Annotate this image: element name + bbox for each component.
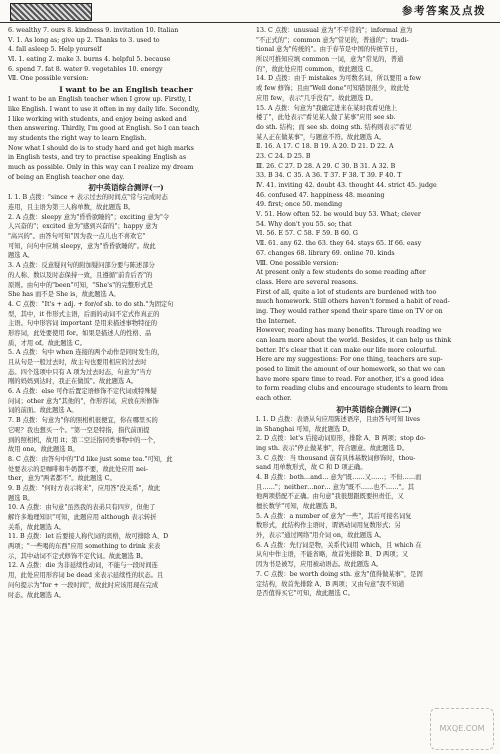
text-line: Ⅰ. 1. B 点拨："since + 表示过去的时间点"常与完成时态 <box>8 194 168 202</box>
text-line: ther，意为"两者都不"。故此题选 C。 <box>8 475 116 483</box>
text-line: 人兴奋的"；excited 意为"感到兴奋的"；happy 意为 <box>8 223 158 231</box>
text-line: Here are my suggestions: For one thing, teachers are sup- <box>256 356 443 364</box>
text-line: 或 few 修饰；且由"Well done"可知错误很少，故此处 <box>256 85 410 93</box>
text-line: 关系，故此题选 A。 <box>8 523 65 531</box>
text-line: 故用 one。故此题选 B。 <box>8 446 79 454</box>
text-line: class. Here are several reasons. <box>256 278 359 286</box>
section-title: I want to be an English teacher <box>59 85 193 95</box>
text-line: 且从句是一般过去时，故主句也要用相应的过去时 <box>8 359 147 366</box>
text-line: like English. I want to use it often in my daily life. Secondly, <box>8 105 200 113</box>
text-line: posed to limit the amount of our homework, so that we can <box>256 366 446 374</box>
text-line: 11. B 点拨：let 后要接人称代词的宾格，故可排除 A、D <box>8 533 169 541</box>
text-line: 他两项搭配不正确。由句意"我很想跟既要担责任，又 <box>256 493 404 501</box>
text-line: 4. C 点拨："It's + adj. + for/of sb. to do sth."为固定句 <box>8 300 174 308</box>
text-line: better. It's clear that it can make our life more colourful. <box>256 346 437 354</box>
text-line: 示，其中动词不定式修饰不定代词。故此题选 B。 <box>8 552 147 560</box>
text-line: each other. <box>256 395 292 403</box>
text-line: 因为书是被写，应用被动语态。故此题选 A。 <box>256 561 383 569</box>
text-line: "不正式的"；common 意为"常见的，普通的"；tradi- <box>256 36 409 44</box>
text-line: 的人称、数以及时态保持一致，且遵循"前肯后否"的 <box>8 271 153 279</box>
text-line: 解许多地理知识"可知，此题应用 although 表示转折 <box>8 514 157 521</box>
header-banner-graphic <box>10 3 92 21</box>
text-line: of being an English teacher one day. <box>8 173 125 181</box>
text-line: 到的照相机，故用 it；第二空泛指同类事物中的一个， <box>8 436 160 444</box>
text-line: 处要表示的是咖啡和牛奶都不要，故此处应用 nei- <box>8 465 148 473</box>
text-line: 7. C 点拨：be worth doing sth. 意为"值得做某事"，是固 <box>256 570 423 578</box>
right-column <box>256 26 492 742</box>
text-line: 问句提示为"for + 一段时间"，故此时应该用现在完成 <box>8 581 159 589</box>
text-line: However, reading has many benefits. Through reading we <box>256 327 442 335</box>
text-line: I like working with students, and enjoy being asked and <box>8 115 187 123</box>
text-line: 且……"；neither…nor… 意为"既不……也不……"。其 <box>256 483 415 491</box>
text-line: the Internet. <box>256 317 297 325</box>
left-column <box>8 26 244 742</box>
text-line: 态。四个选项中只有 A 项为过去时态，句意为"当方 <box>8 368 152 376</box>
text-line: 67. changes 68. library 69. online 70. kinds <box>256 249 395 257</box>
text-line: to form reading clubs and encourage students to learn from <box>256 385 448 393</box>
text-line: Ⅷ. One possible version: <box>256 259 339 267</box>
text-line: 6. A 点拨：先行词是物，关系代词用 which，且 which 在 <box>256 541 422 549</box>
text-line: 用，此处应用形容词 be dead 来表示延续性的状态。且 <box>8 572 164 580</box>
text-line: have more spare time to read. For another, it's a good idea <box>256 375 444 383</box>
text-line: 8. C 点拨：由答句中的"I'd like just some tea."可知，此 <box>8 455 173 463</box>
text-line: She has 而不是 She is，故此题选 A。 <box>8 291 120 299</box>
text-line: 应用 few，表示"几乎没有"。故此题选 D。 <box>256 94 377 102</box>
text-line: 质，才用 of。故此题选 C。 <box>8 339 86 347</box>
text-line: 4. fall asleep 5. Help yourself <box>8 46 102 54</box>
text-line: 题选 A。 <box>8 252 34 260</box>
text-line: sand 用单数形式，故 C 和 D 项正确。 <box>256 464 367 472</box>
text-line: 两项；"一些喝的东西"应用 something to drink 来表 <box>8 543 161 551</box>
text-line: can learn more about the world. Besides, it can help us think <box>256 337 452 344</box>
text-line: First of all, quite a lot of students are burdened with too <box>256 288 437 296</box>
text-line: 原则。由句中的"been"可知，"She's"的完整形式是 <box>8 281 153 289</box>
text-line: 46. confused 47. happiness 48. meaning <box>256 191 385 199</box>
text-line: 数形式，此结构作主语时，谓语动词用复数形式；另 <box>256 522 401 530</box>
text-line: Ⅴ. 1. As long as; give up 2. Thanks to 3. used to <box>8 36 160 44</box>
text-line: 49. first; once 50. mending <box>256 201 343 209</box>
page-header <box>0 0 500 23</box>
text-line: 3. A 点拨：反意疑问句的附加疑问部分要与陈述部分 <box>8 262 155 270</box>
text-line: 连用，且主语为第三人称单数，故此题选 B。 <box>8 204 135 211</box>
text-line: 5. A 点拨：a number of 意为"一些"，其后可接名词复 <box>256 512 412 520</box>
text-line: ing. They would rather spend their spare time on TV or on <box>256 307 443 315</box>
running-title: 参考答案及点拨 <box>402 5 486 17</box>
text-line: 楼了"，此处表示"看见某人做了某事"应用 see sb. <box>256 114 396 122</box>
text-line: Ⅶ. One possible version: <box>8 75 89 83</box>
text-line: 10. A 点拨：由句意"虽然我的表弟只有四岁，但他了 <box>8 504 156 512</box>
text-line: 14. D 点拨：由于 mistakes 为可数名词，所以要用 a few <box>256 75 422 83</box>
text-line: 4. B 点拨：both…and… 意为"既……又……；不但……而 <box>256 473 422 481</box>
text-line: 主语。句中形容词 important 是用来描述事物特征的 <box>8 320 158 328</box>
text-line: 的"，故此处应用 common，故此题选 C。 <box>256 65 377 73</box>
text-line: ing sth. 表示"停止做某事"，符合题意。故此题选 D。 <box>256 444 409 452</box>
text-line: 6. A 点拨：else 可作后置定语修饰不定代词或特殊疑 <box>8 388 157 396</box>
text-line: Ⅱ. 16. A 17. C 18. B 19. A 20. D 21. D 22. A <box>256 143 394 151</box>
watermark-logo: MXQE.COM <box>430 708 494 750</box>
text-line: much homework. Still others haven't formed a habit of read- <box>256 298 450 306</box>
text-line: 问词；other 意为"其他的"，作形容词，应放在所修饰 <box>8 397 159 405</box>
text-line: 2. D 点拨：let's 后接动词原形，排除 A、B 两项；stop do- <box>256 435 426 443</box>
text-line: 它呢？我也想买一个。"第一空是特指，指代前面提 <box>8 426 150 434</box>
text-line: in English tests, and try to practise speaking English as <box>8 154 187 162</box>
text-line: 6. wealthy 7. ours 8. kindness 9. invitation 10. Italian <box>8 27 179 34</box>
text-line: 时态。故此题选 A。 <box>8 591 65 599</box>
text-line: 刚的妈妈到达时，我正在做饭"。故此题选 A。 <box>8 378 138 386</box>
text-line: much as possible. Only in this way can I realize my dream <box>8 163 194 171</box>
text-line: Ⅰ. 1. D 点拨：表语从句应用陈述语序，且由答句可知 lives <box>256 415 421 423</box>
text-line: 15. A 点拨：句意为"我确定进来在某时我看见他上 <box>256 104 398 112</box>
text-line: 33. B 34. C 35. A 36. T 37. F 38. T 39. F 40. T <box>256 172 402 180</box>
text-line: 所以可推知应填 common 一词，意为"常见的，普通 <box>256 56 404 64</box>
text-line: Ⅵ. 56. E 57. C 58. F 59. B 60. G <box>256 230 358 238</box>
text-line: 词的前面。故此题选 A。 <box>8 407 78 415</box>
text-line: 3. C 点拨：当 thousand 前有具体基数词修饰时，thou- <box>256 454 416 462</box>
text-line: 某人正在做某事"，与题意不符。故此题选 A。 <box>256 133 386 141</box>
text-line: 外，表示"通过网络"用介词 on，故此题选 A。 <box>256 532 386 540</box>
text-line: 7. B 点拨：句意为"你的照相机很便宜，你在哪里买的 <box>8 417 158 425</box>
text-line: Ⅲ. 26. C 27. D 28. A 29. C 30. B 31. A 32. B <box>256 162 396 170</box>
text-line: 是否值得买它"可知，故此题选 C。 <box>256 590 354 598</box>
text-line: Ⅳ. 41. inviting 42. doubt 43. thought 44. strict 45. judge <box>256 182 437 189</box>
text-line: 2. A 点拨：sleepy 意为"昏昏欲睡的"；exciting 意为"令 <box>8 213 170 221</box>
text-line: tional 意为"传统的"。由于春节是中国的传统节日， <box>256 46 402 54</box>
text-line: then answering. Thirdly, I'm good at English. So I can teach <box>8 125 200 133</box>
text-line: "高兴的"。由答句可知"因为我一点儿也不喜欢它" <box>8 233 146 241</box>
section-title: 初中英语综合测评(二) <box>336 404 412 414</box>
text-line: Ⅶ. 61. any 62. the 63. they 64. stays 65. If 66. easy <box>256 240 422 248</box>
section-title: 初中英语综合测评(一) <box>88 183 164 193</box>
text-line: 54. Why don't you 55. so; that <box>256 220 352 228</box>
text-line: 型，其中，it 作形式主语，后面的动词不定式作真正的 <box>8 310 160 318</box>
text-line: 13. C 点拨：unusual 意为"不平常的"；informal 意为 <box>256 27 413 34</box>
text-line: my students the right way to learn English. <box>8 134 147 142</box>
text-line: in Shanghai 可知，故此题选 D。 <box>256 425 354 433</box>
text-line: 5. A 点拨：句中 when 连接的两个动作是同时发生的， <box>8 349 164 357</box>
text-line: At present only a few students do some reading after <box>256 269 426 277</box>
text-line: 6. spend 7. fat 8. water 9. vegetables 10. energy <box>8 65 163 73</box>
text-line: 从句中作主语，不能省略，故首先排除 B、D 两项；又 <box>256 551 409 559</box>
text-line: Ⅴ. 51. How often 52. be would buy 53. What; clever <box>256 211 421 219</box>
text-line: Ⅵ. 1. eating 2. make 3. burns 4. helpful 5. because <box>8 56 171 64</box>
text-line: 定结构，故首先排除 A、B 两项；又由句意"我不知道 <box>256 580 405 588</box>
text-line: 12. A 点拨：die 为非延续性动词，不能与一段时间连 <box>8 562 158 570</box>
text-line: I want to be an English teacher when I grow up. Firstly, I <box>8 96 191 104</box>
text-line: do sth. 结构；而 see sb. doing sth. 结构则表示"看见 <box>256 123 412 131</box>
text-line: 擅长数学"可知，故此题选 B。 <box>256 503 342 510</box>
text-line: 9. B 点拨："何时方表示将来"，应用答"没关系"，故此 <box>8 484 161 492</box>
text-line: 23. C 24. D 25. B <box>256 152 311 160</box>
text-line: 可知，问句中应填 sleepy，意为"昏昏欲睡的"。故此 <box>8 242 156 250</box>
text-line: 形容词，此处要使用 for。如果是描述人的性格、品 <box>8 329 152 337</box>
text-line: Now what I should do is to study hard and get high marks <box>8 144 194 152</box>
text-line: 题选 B。 <box>8 494 34 502</box>
